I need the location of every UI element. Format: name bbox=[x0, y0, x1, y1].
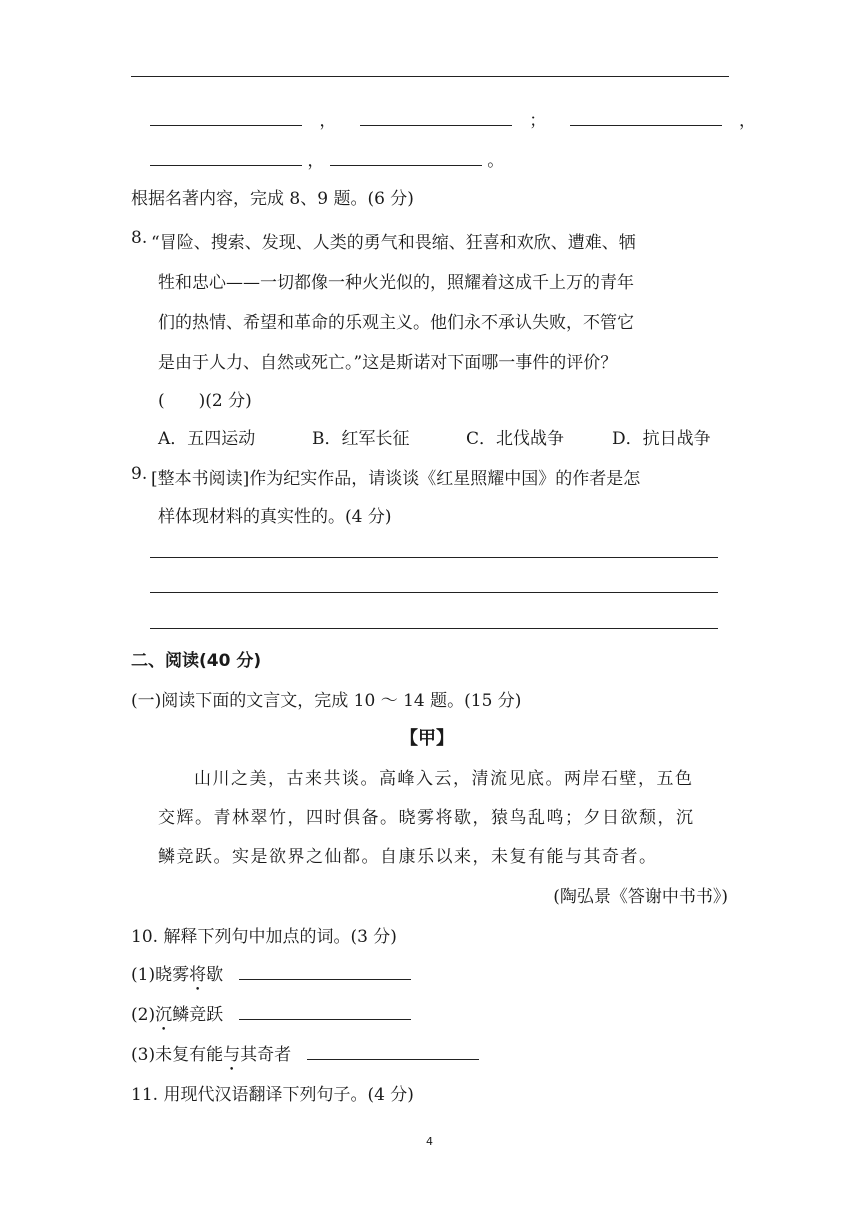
passage-line: 交辉。青林翠竹，四时俱备。晓雾将歇，猿鸟乱鸣；夕日欲颓，沉 bbox=[158, 808, 695, 828]
separator: ， bbox=[307, 151, 325, 171]
passage-line: 鳞竞跃。实是欲界之仙都。自康乐以来，未复有能与其奇者。 bbox=[158, 847, 658, 867]
header-rule bbox=[131, 76, 729, 77]
separator: ， bbox=[319, 111, 337, 131]
q8-number: 8. bbox=[131, 228, 148, 248]
answer-blank[interactable] bbox=[150, 147, 302, 166]
q8-option-c[interactable]: C．北伐战争 bbox=[466, 429, 565, 449]
answer-blank[interactable] bbox=[239, 961, 411, 980]
q10-item bbox=[131, 1040, 479, 1065]
q8-line: “冒险、搜索、发现、人类的勇气和畏缩、狂喜和欢欣、遭难、牺 bbox=[151, 233, 636, 253]
answer-blank[interactable] bbox=[360, 107, 512, 126]
q8-option-a[interactable]: A．五四运动 bbox=[158, 429, 256, 449]
separator: 。 bbox=[487, 151, 505, 171]
answer-line[interactable] bbox=[150, 592, 718, 593]
answer-line[interactable] bbox=[150, 628, 718, 629]
passage-heading: 【甲】 bbox=[400, 728, 454, 749]
fill-row-1 bbox=[150, 106, 756, 131]
q8-line: ( )(2 分) bbox=[158, 391, 252, 411]
q9-line: [整本书阅读]作为纪实作品，请谈谈《红星照耀中国》的作者是怎 bbox=[151, 469, 641, 489]
q8-line: 牲和忠心——一切都像一种火光似的，照耀着这成千上万的青年 bbox=[158, 273, 634, 293]
q9-number: 9. bbox=[131, 464, 148, 484]
section-intro: 根据名著内容，完成 8、9 题。(6 分) bbox=[131, 189, 414, 209]
separator: ， bbox=[739, 111, 757, 131]
q10-item-prefix: (2) bbox=[131, 1005, 156, 1025]
q8-option-b[interactable]: B．红军长征 bbox=[312, 429, 410, 449]
q8-option-d[interactable]: D．抗日战争 bbox=[612, 429, 711, 449]
page-number: 4 bbox=[426, 1135, 433, 1148]
passage-line: 山川之美，古来共谈。高峰入云，清流见底。两岸石壁，五色 bbox=[194, 769, 694, 789]
q10-item-suffix: 鳞竞跃 bbox=[172, 1005, 224, 1025]
q11-title: 11. 用现代汉语翻译下列句子。(4 分) bbox=[131, 1085, 414, 1105]
answer-blank[interactable] bbox=[239, 1001, 411, 1020]
q8-line: 们的热情、希望和革命的乐观主义。他们永不承认失败，不管它 bbox=[158, 313, 634, 333]
answer-blank[interactable] bbox=[570, 107, 722, 126]
answer-blank[interactable] bbox=[150, 107, 302, 126]
answer-blank[interactable] bbox=[307, 1041, 479, 1060]
dotted-word: 沉 bbox=[155, 1005, 173, 1025]
dotted-word: 与 bbox=[223, 1045, 241, 1065]
q10-item-prefix: (3)未复有能 bbox=[131, 1045, 224, 1065]
q10-item bbox=[131, 960, 411, 985]
answer-blank[interactable] bbox=[330, 147, 482, 166]
q9-line: 样体现材料的真实性的。(4 分) bbox=[158, 507, 392, 527]
q8-line: 是由于人力、自然或死亡。”这是斯诺对下面哪一事件的评价？ bbox=[158, 353, 618, 373]
q10-item-suffix: 歇 bbox=[206, 965, 224, 985]
part2-subtitle: (一)阅读下面的文言文，完成 10 ～ 14 题。(15 分) bbox=[131, 691, 522, 711]
separator: ； bbox=[529, 111, 547, 131]
q10-item-prefix: (1)晓雾 bbox=[131, 965, 190, 985]
part2-title: 二、阅读(40 分) bbox=[131, 651, 262, 671]
q10-item-suffix: 其奇者 bbox=[240, 1045, 292, 1065]
q10-item bbox=[131, 1000, 411, 1025]
fill-row-2 bbox=[150, 146, 504, 171]
dotted-word: 将 bbox=[189, 965, 207, 985]
passage-source: (陶弘景《答谢中书书》) bbox=[553, 887, 728, 907]
q10-title: 10. 解释下列句中加点的词。(3 分) bbox=[131, 927, 397, 947]
answer-line[interactable] bbox=[150, 557, 718, 558]
